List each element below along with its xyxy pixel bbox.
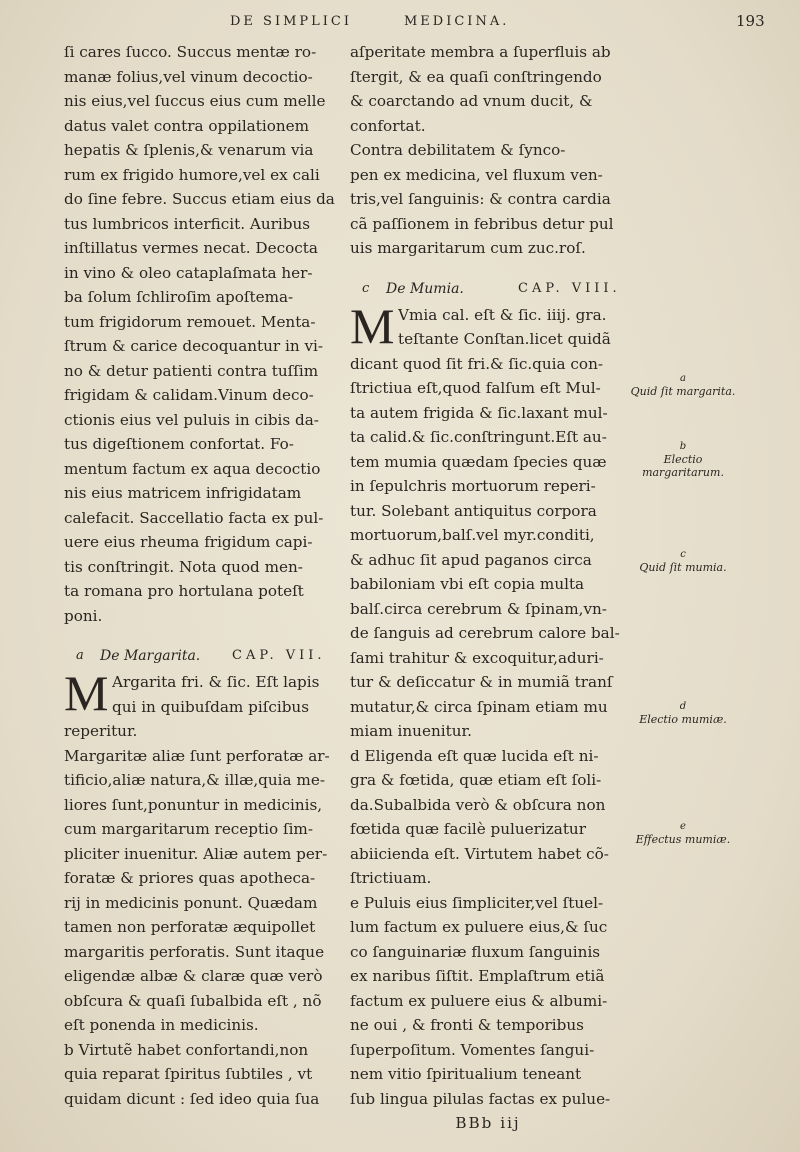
- text-line: hepatis & ſplenis,& venarum via: [64, 141, 314, 159]
- text-line: tur & deſiccatur & in mumiã tranſ: [350, 673, 613, 691]
- text-line: frigidam & calidam.Vinum deco-: [64, 386, 314, 404]
- right-column: [350, 40, 626, 1136]
- text-line: aſperitate membra a ſuperfluis ab: [350, 43, 611, 61]
- text-line: co ſanguinariæ fluxum ſanguinis: [350, 942, 601, 961]
- text-line: poni.: [64, 606, 103, 625]
- margin-note: a Quid ſit margarita.: [630, 373, 736, 398]
- text-line: ſi cares ſucco. Succus mentæ ro-: [64, 43, 317, 61]
- text-line: uere eius rheuma frigidum capi-: [64, 533, 313, 551]
- text-line: nem vitio ſpiritualium teneant: [350, 1065, 582, 1083]
- text-line: tis conſtringit. Nota quod men-: [64, 557, 303, 576]
- text-line: ſuperpoſitum. Vomentes ſangui-: [350, 1040, 595, 1059]
- text-line: mortuorum,balſ.vel myr.conditi,: [350, 526, 595, 544]
- text-line: factum ex puluere eius & albumi-: [350, 991, 608, 1010]
- text-line: obſcura & quaſi ſubalbida eſt , nõ: [64, 991, 322, 1010]
- text-line: in ſepulchris mortuorum reperi-: [350, 477, 596, 495]
- text-line: lum factum ex puluere eius,& ſuc: [350, 918, 608, 936]
- margin-note: c Quid ſit mumia.: [639, 549, 727, 574]
- text-line: qui in quibuſdam piſcibus: [112, 697, 310, 716]
- text-line: teſtante Conſtan.licet quidã: [398, 330, 611, 348]
- margin-note: b Electio margaritarum.: [642, 441, 724, 479]
- text-line: babiloniam vbi eſt copia multa: [350, 575, 585, 593]
- text-line: ſub lingua pilulas factas ex pulue-: [350, 1089, 611, 1108]
- text-line: quia reparat ſpiritus ſubtiles , vt: [64, 1065, 313, 1083]
- text-line: quidam dicunt : ſed ideo quia ſua: [64, 1089, 320, 1108]
- text-line: tificio,aliæ natura,& illæ,quia me-: [64, 771, 325, 789]
- text-line: nis eius,vel ſuccus eius cum melle: [64, 92, 326, 110]
- text-line: da.Subalbida verò & obſcura non: [350, 795, 606, 814]
- right-text-block-margarita: [350, 40, 626, 261]
- chapter-title: De Margarita.: [100, 648, 201, 664]
- text-line: tur. Solebant antiquitus corpora: [350, 501, 597, 520]
- text-line: tus digeſtionem confortat. Fo-: [64, 435, 294, 453]
- text-line: ſami trahitur & excoquitur,aduri-: [350, 648, 604, 667]
- text-line: rij in medicinis ponunt. Quædam: [64, 893, 318, 912]
- text-line: tum frigidorum remouet. Menta-: [64, 312, 316, 331]
- text-line: liores ſunt,ponuntur in medicinis,: [64, 795, 323, 814]
- text-line: pliciter inuenitur. Aliæ autem per-: [64, 844, 328, 863]
- text-line: ta autem frigida & ſic.laxant mul-: [350, 403, 608, 422]
- drop-capital: M: [350, 297, 395, 354]
- text-line: fœtida quæ facilè puluerizatur: [350, 820, 586, 838]
- text-line: ſtrictiuam.: [350, 869, 432, 887]
- text-line: inſtillatus vermes necat. Decocta: [64, 239, 318, 257]
- running-head-right: MEDICINA.: [404, 14, 510, 29]
- text-line: d Eligenda eſt quæ lucida eſt ni-: [350, 746, 599, 765]
- chapter-opening: [64, 665, 342, 721]
- text-line: ctionis eius vel puluis in cibis da-: [64, 410, 319, 429]
- text-line: Vmia cal. eſt & ſic. iiij. gra.: [398, 305, 607, 324]
- text-line: rum ex frigido humore,vel ex cali: [64, 165, 320, 184]
- text-line: cã paſſionem in febribus detur pul: [350, 214, 614, 233]
- signature-mark: BBb iij: [455, 1114, 521, 1132]
- text-line: miam inuenitur.: [350, 722, 472, 740]
- text-line: do ſine febre. Succus etiam eius da: [64, 190, 335, 208]
- left-column: [64, 40, 342, 1111]
- text-line: pen ex medicina, vel fluxum ven-: [350, 165, 603, 184]
- text-line: ſtergit, & ea quaſi conſtringendo: [350, 67, 602, 86]
- text-line: dicant quod ſit fri.& ſic.quia con-: [350, 354, 603, 373]
- text-line: in vino & oleo cataplaſmata her-: [64, 263, 313, 282]
- chapter-title: De Mumia.: [386, 280, 464, 297]
- text-line: no & detur patienti contra tuſſim: [64, 361, 319, 380]
- text-line: tamen non perforatæ æquipollet: [64, 918, 316, 936]
- text-line: ne oui , & fronti & temporibus: [350, 1016, 584, 1034]
- text-line: & coarctando ad vnum ducit, &: [350, 92, 593, 110]
- text-line: gra & fœtida, quæ etiam eſt ſoli-: [350, 771, 602, 789]
- text-line: Argarita fri. & ſic. Eſt lapis: [112, 673, 320, 691]
- text-line: tus lumbricos interficit. Auribus: [64, 214, 311, 233]
- text-line: eligendæ albæ & claræ quæ verò: [64, 967, 323, 985]
- text-line: abiicienda eſt. Virtutem habet cõ-: [350, 844, 609, 863]
- note-marker: c: [362, 280, 371, 296]
- text-line: Contra debilitatem & ſynco-: [350, 141, 566, 159]
- note-marker: a: [76, 648, 85, 663]
- left-text-block-mentha: [64, 40, 342, 628]
- chapter-opening: [350, 297, 626, 354]
- text-line: confortat.: [350, 116, 426, 135]
- page-number: 193: [736, 12, 765, 30]
- text-line: balſ.circa cerebrum & ſpinam,vn-: [350, 599, 607, 618]
- right-text-block-mumia: [350, 352, 626, 1112]
- text-line: ſtrum & carice decoquantur in vi-: [64, 337, 324, 355]
- running-head-left: DE SIMPLICI: [230, 14, 352, 29]
- text-line: tem mumia quædam ſpecies quæ: [350, 452, 607, 471]
- drop-capital: M: [64, 665, 109, 721]
- text-line: eſt ponenda in medicinis.: [64, 1016, 259, 1034]
- text-line: b Virtutẽ habet confortandi,non: [64, 1040, 309, 1059]
- text-line: e Puluis eius ſimpliciter,vel ſtuel-: [350, 893, 604, 912]
- text-line: reperitur.: [64, 722, 138, 740]
- text-line: cum margaritarum receptio ſim-: [64, 820, 313, 838]
- text-line: ta romana pro hortulana poteſt: [64, 582, 304, 600]
- text-line: ta calid.& ſic.conſtringunt.Eſt au-: [350, 428, 607, 446]
- margin-note: e Effectus mumiæ.: [635, 821, 731, 846]
- text-line: mentum factum ex aqua decoctio: [64, 459, 321, 478]
- text-line: Margaritæ aliæ ſunt perforatæ ar-: [64, 746, 330, 765]
- text-line: margaritis perforatis. Sunt itaque: [64, 942, 325, 961]
- text-line: & adhuc ſit apud paganos circa: [350, 550, 592, 569]
- text-line: ba ſolum ſchliroſim apoſtema-: [64, 288, 294, 306]
- running-head: [0, 8, 800, 38]
- chapter-number: CAP. VII.: [232, 648, 326, 663]
- text-line: foratæ & priores quas apotheca-: [64, 869, 316, 887]
- text-line: de ſanguis ad cerebrum calore bal-: [350, 624, 620, 642]
- text-line: mutatur,& circa ſpinam etiam mu: [350, 697, 608, 716]
- text-line: calefacit. Saccellatio facta ex pul-: [64, 508, 324, 527]
- chapter-number: CAP. VIII.: [518, 280, 621, 296]
- text-line: uis margaritarum cum zuc.roſ.: [350, 239, 586, 257]
- text-line: nis eius matricem infrigidatam: [64, 484, 302, 502]
- text-line: datus valet contra oppilationem: [64, 116, 310, 135]
- text-line: tris,vel ſanguinis: & contra cardia: [350, 190, 611, 208]
- text-line: manæ folius,vel vinum decoctio-: [64, 67, 313, 86]
- margin-note: d Electio mumiæ.: [639, 701, 727, 726]
- left-text-block-margarita: [64, 719, 342, 1111]
- text-line: ex naribus ſiſtit. Emplaſtrum etiã: [350, 967, 605, 985]
- text-line: ſtrictiua eſt,quod falſum eſt Mul-: [350, 379, 601, 397]
